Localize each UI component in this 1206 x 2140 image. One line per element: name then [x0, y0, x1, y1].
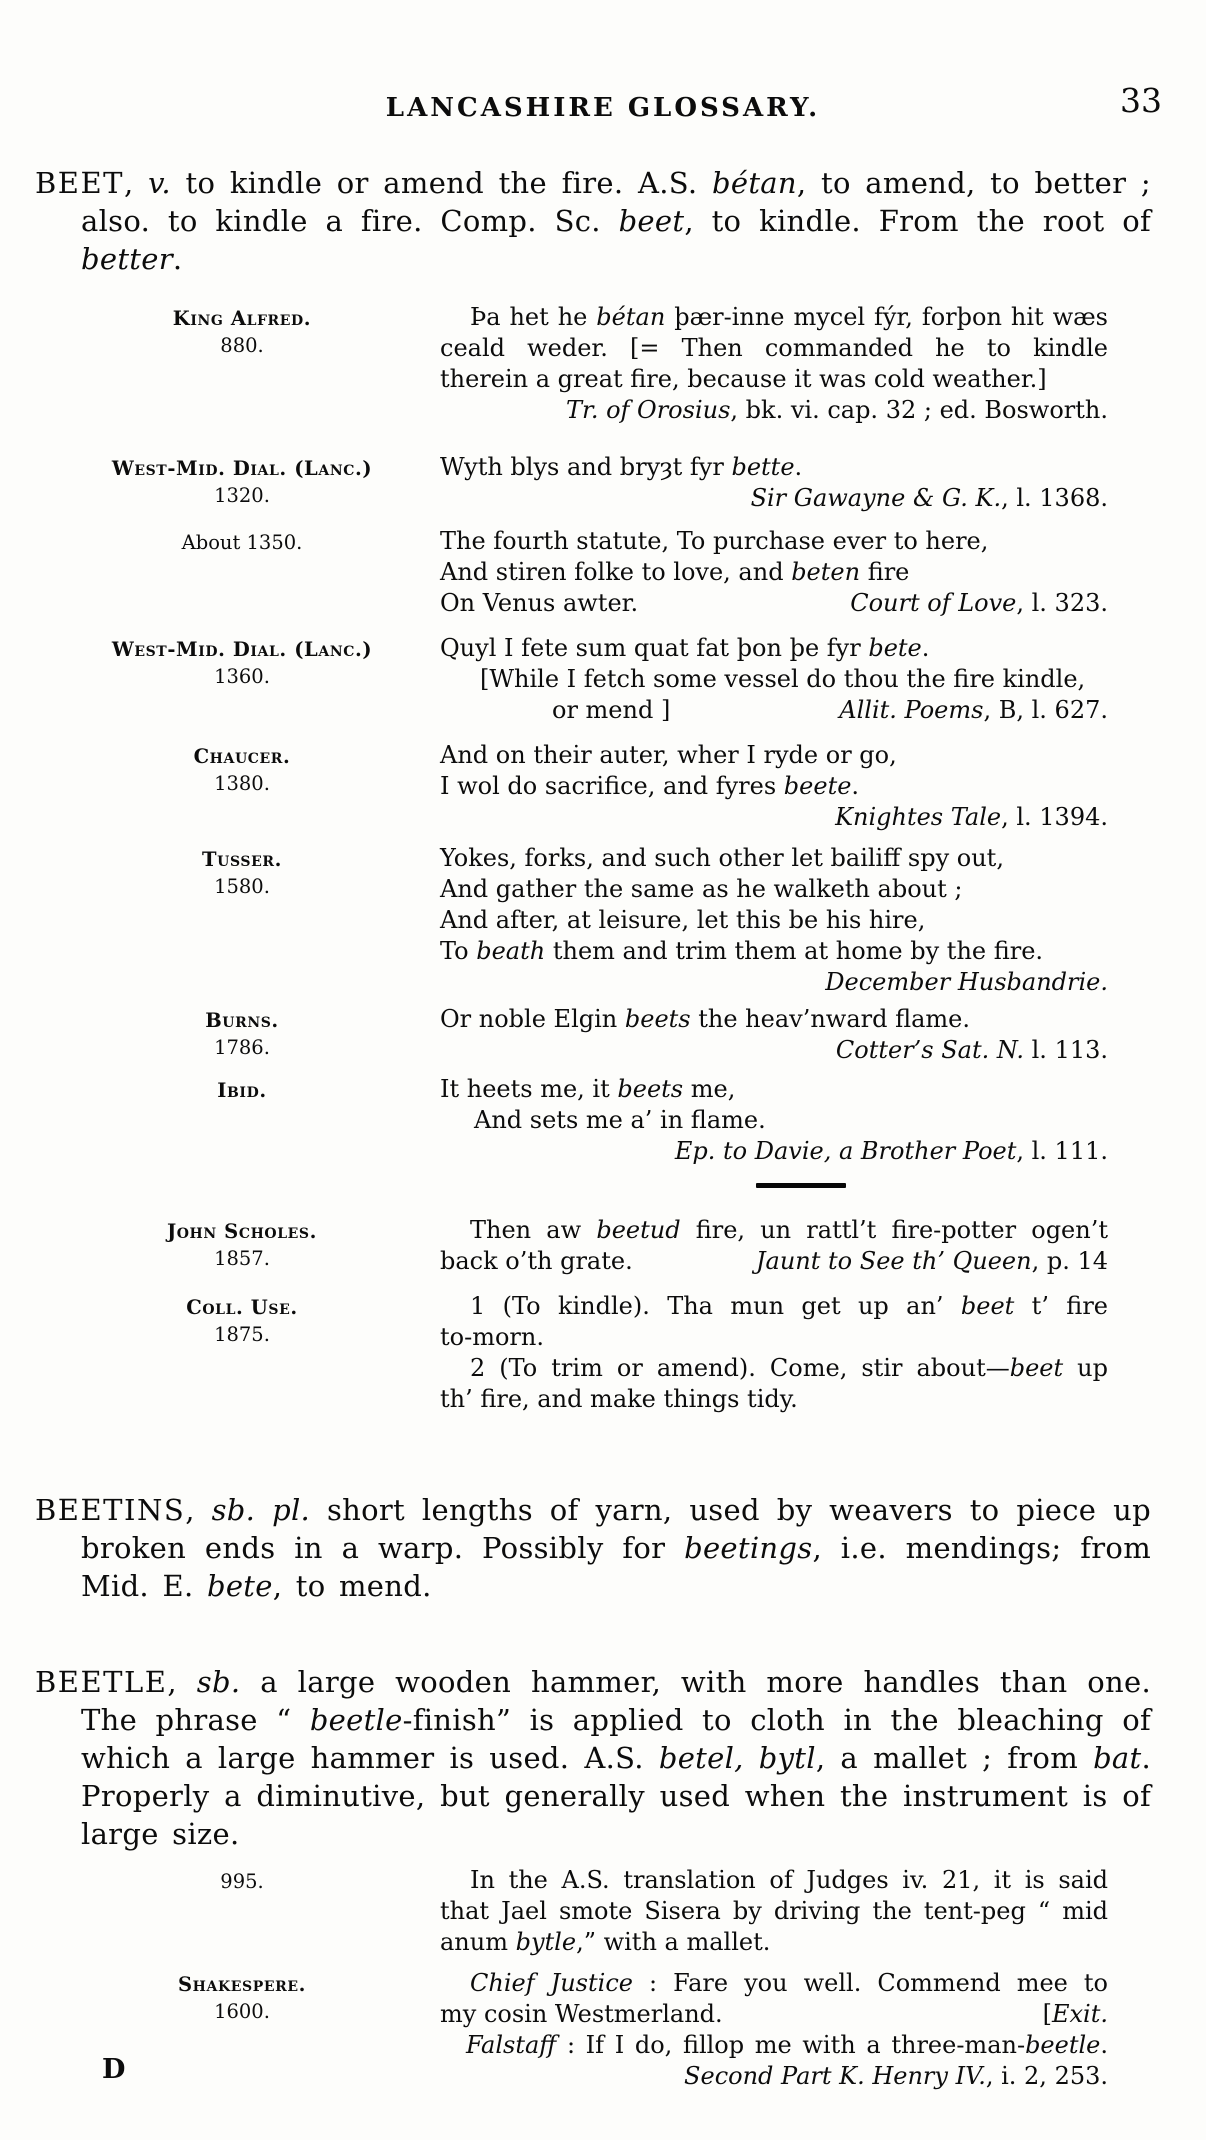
text-run: anum — [440, 1928, 516, 1956]
text-run: back o’th grate. — [440, 1247, 633, 1275]
attribution — [76, 1968, 408, 2025]
italic-term: bat — [1093, 1741, 1142, 1775]
attribution-date: 1580. — [214, 875, 270, 898]
italic-term: Tr. of Orosius — [565, 396, 731, 424]
text-run: -finish” is applied to cloth in the bleaching of which a large hammer is used. A.S. — [81, 1703, 1151, 1775]
text-run: , p. 14 — [1031, 1247, 1108, 1275]
text-run: , i.e. mendings; from Mid. E. — [81, 1531, 1151, 1603]
text-run: Or noble Elgin — [440, 1005, 625, 1033]
italic-term: beetud — [596, 1216, 681, 1244]
attribution-date: 1786. — [214, 1036, 270, 1059]
attribution — [76, 1291, 408, 1348]
text-run: 1 (To kindle). Tha mun get up an’ — [470, 1292, 961, 1320]
italic-term: beetle — [309, 1703, 403, 1737]
italic-term: Second Part K. Henry IV. — [684, 2062, 986, 2090]
source-reference — [756, 1246, 1108, 1277]
quote-line — [440, 695, 1108, 726]
text-run: [ — [1042, 2000, 1052, 2028]
entry-beet — [35, 164, 1151, 278]
italic-term: v. — [148, 166, 171, 200]
text-run: And after, at leisure, let this be his hire, — [440, 906, 926, 934]
text-run: It heets me, it — [440, 1075, 618, 1103]
attribution-source: Chaucer. — [193, 745, 291, 768]
quotation — [440, 302, 1108, 426]
italic-term: bétan — [712, 166, 797, 200]
quote-line — [440, 1215, 1108, 1246]
text-run: , — [124, 166, 149, 200]
citation-row — [0, 302, 1206, 426]
text-run: Yokes, forks, and such other let bailiff spy out, — [440, 844, 1004, 872]
quotation — [440, 1074, 1108, 1167]
attribution — [76, 1004, 408, 1061]
quote-line — [440, 1353, 1108, 1384]
text-run: Wyth blys and bryȝt fyr — [440, 453, 732, 481]
quotation — [440, 1291, 1108, 1415]
italic-term: better — [81, 242, 173, 276]
italic-term: beet — [1009, 1354, 1064, 1382]
italic-term: betel, bytl — [658, 1741, 816, 1775]
citation-row — [0, 1968, 1206, 2092]
italic-term: December Husbandrie. — [825, 968, 1108, 996]
text-run: To — [440, 937, 477, 965]
text-run: ,” with a mallet. — [576, 1928, 771, 1956]
text-run: [While I fetch some vessel do thou the fire kindle, — [480, 665, 1086, 693]
text-run: that Jael smote Sisera by driving the tent-peg “ mid — [440, 1897, 1108, 1925]
text-run: . — [921, 634, 930, 662]
section-divider — [0, 1183, 1206, 1191]
divider-rule — [756, 1183, 846, 1188]
text-run: , bk. vi. cap. 32 ; ed. Bosworth. — [730, 396, 1108, 424]
italic-term: Sir Gawayne & G. K. — [750, 484, 1002, 512]
source-reference — [440, 483, 1108, 514]
quote-line — [440, 1322, 1108, 1353]
italic-term: Jaunt to See th’ Queen — [755, 1247, 1032, 1275]
signature-mark: D — [102, 2054, 127, 2085]
text-run: them and trim them at home by the fire. — [545, 937, 1044, 965]
source-reference — [440, 1136, 1108, 1167]
headword: BEETLE — [35, 1665, 168, 1699]
quote-line — [440, 302, 1108, 333]
italic-term: beets — [617, 1075, 684, 1103]
attribution-source: Ibid. — [217, 1079, 267, 1102]
attribution-date: 1320. — [214, 484, 270, 507]
text-run: Þa het he — [470, 303, 597, 331]
entry-beetle — [35, 1663, 1151, 1853]
text-run: I wol do sacrifice, and fyres — [440, 772, 784, 800]
text-run: th’ fire, and make things tidy. — [440, 1385, 798, 1413]
quotation — [440, 1004, 1108, 1066]
italic-term: beet — [960, 1292, 1015, 1320]
quote-line — [440, 1291, 1108, 1322]
quote-line — [440, 1927, 1108, 1958]
text-run: , i. 2, 253. — [985, 2062, 1108, 2090]
attribution-source: King Alfred. — [172, 307, 312, 330]
text-run: : Fare you well. Commend mee to — [632, 1969, 1108, 1997]
quote-line — [440, 1246, 1108, 1277]
text-run: , l. 1368. — [1001, 484, 1108, 512]
source-reference — [440, 1035, 1108, 1066]
attribution-date: 880. — [220, 334, 264, 357]
text-run: And gather the same as he walketh about ; — [440, 875, 963, 903]
attribution — [76, 1215, 408, 1272]
quote-line — [440, 1896, 1108, 1927]
italic-term: Exit. — [1051, 2000, 1108, 2028]
text-run: my cosin Westmerland. — [440, 2000, 723, 2028]
text-run: And sets me a’ in flame. — [474, 1106, 766, 1134]
quotation — [440, 526, 1108, 619]
italic-term: bétan — [596, 303, 666, 331]
attribution — [76, 740, 408, 797]
text-run: . — [1100, 2031, 1108, 2059]
text-run: On Venus awter. — [440, 589, 639, 617]
text-run: , — [167, 1665, 197, 1699]
citation-row — [0, 843, 1206, 998]
text-run: þær-inne mycel fýr, forþon hit wæs — [665, 303, 1108, 331]
source-reference — [440, 2061, 1108, 2092]
quote-line — [440, 1105, 1108, 1136]
attribution — [76, 1865, 408, 1895]
text-run: . — [172, 242, 183, 276]
attribution-source: Coll. Use. — [186, 1296, 298, 1319]
italic-term: Knightes Tale — [835, 803, 1002, 831]
italic-term: sb. pl. — [211, 1493, 311, 1527]
italic-term: beath — [476, 937, 546, 965]
citation-row — [0, 1074, 1206, 1167]
attribution-date: 1380. — [214, 772, 270, 795]
text-run: In the A.S. translation of Judges iv. 21, it is said — [470, 1866, 1108, 1894]
italic-term: Cotter’s Sat. N. — [835, 1036, 1024, 1064]
quote-line — [440, 1074, 1108, 1105]
attribution — [76, 843, 408, 900]
citation-row — [0, 740, 1206, 833]
quotation — [440, 740, 1108, 833]
text-run: l. 113. — [1024, 1036, 1108, 1064]
italic-term: beete — [783, 772, 852, 800]
quote-line — [440, 1968, 1108, 1999]
text-run: fire — [860, 558, 910, 586]
text-run: up — [1063, 1354, 1109, 1382]
citation-row — [0, 1004, 1206, 1066]
italic-term: bytle — [515, 1928, 577, 1956]
attribution-date: 1875. — [214, 1323, 270, 1346]
quote-line — [440, 633, 1108, 664]
quote-line — [440, 936, 1108, 967]
attribution — [76, 526, 408, 556]
text-run: And stiren folke to love, and — [440, 558, 792, 586]
italic-term: Allit. Poems — [839, 696, 984, 724]
text-run: Quyl I fete sum quat fat þon þe fyr — [440, 634, 869, 662]
citation-row — [0, 526, 1206, 619]
text-run: , B, l. 627. — [983, 696, 1108, 724]
glossary-content — [0, 164, 1206, 2092]
quote-line — [440, 557, 1108, 588]
italic-term: sb. — [196, 1665, 241, 1699]
quote-text — [440, 1246, 633, 1277]
quote-line — [440, 1384, 1108, 1415]
quotation — [440, 633, 1108, 726]
attribution-date: 1857. — [214, 1247, 270, 1270]
text-run: . Properly a diminutive, but generally used when the instrument is of large size. — [81, 1741, 1152, 1851]
quote-line — [440, 526, 1108, 557]
attribution-date: 1600. — [214, 2000, 270, 2023]
text-run: to-morn. — [440, 1323, 544, 1351]
italic-term: beetle — [1025, 2031, 1101, 2059]
text-run: the heav’nward flame. — [690, 1005, 971, 1033]
text-run: , l. 111. — [1016, 1137, 1108, 1165]
quote-line — [440, 740, 1108, 771]
italic-term: Court of Love — [850, 589, 1017, 617]
italic-term: Ep. to Davie, a Brother Poet — [674, 1137, 1017, 1165]
attribution-source: Shakespere. — [177, 1973, 306, 1996]
attribution-source: Burns. — [205, 1009, 279, 1032]
quote-line — [440, 1004, 1108, 1035]
text-run: , to kindle. From the root of — [684, 204, 1151, 238]
text-run: 2 (To trim or amend). Come, stir about— — [470, 1354, 1010, 1382]
quotation — [440, 1968, 1108, 2092]
text-run: , l. 1394. — [1001, 803, 1108, 831]
text-run: , to amend, to better ; also. to kindle a fire. Comp. Sc. — [81, 166, 1151, 238]
text-run: , a mallet ; from — [815, 1741, 1094, 1775]
attribution — [76, 452, 408, 509]
text-run: , to mend. — [272, 1569, 432, 1603]
text-run: , l. 323. — [1016, 589, 1108, 617]
citation-block — [0, 302, 1206, 1415]
italic-term: bete — [206, 1569, 273, 1603]
quote-line — [440, 1865, 1108, 1896]
headword: BEET — [35, 166, 124, 200]
text-run: , — [185, 1493, 212, 1527]
quotation — [440, 452, 1108, 514]
italic-term: Falstaff — [466, 2031, 557, 2059]
quote-line — [440, 843, 1108, 874]
page-number: 33 — [1120, 81, 1162, 120]
attribution-date: 1360. — [214, 665, 270, 688]
quotation — [440, 843, 1108, 998]
citation-row — [0, 452, 1206, 514]
attribution — [76, 633, 408, 690]
italic-term: beets — [624, 1005, 691, 1033]
headword: BEETINS — [35, 1493, 186, 1527]
quote-line — [440, 874, 1108, 905]
text-run: The fourth statute, To purchase ever to here, — [440, 527, 989, 555]
citation-row — [0, 1865, 1206, 1958]
source-reference — [850, 588, 1108, 619]
text-run: t’ fire — [1014, 1292, 1108, 1320]
quotation — [440, 1865, 1108, 1958]
citation-block — [0, 1865, 1206, 2092]
quote-line — [440, 1999, 1108, 2030]
quotation — [440, 1215, 1108, 1277]
text-run: And on their auter, wher I ryde or go, — [440, 741, 897, 769]
italic-term: bete — [868, 634, 922, 662]
text-run: Then aw — [470, 1216, 597, 1244]
attribution-date: 995. — [220, 1870, 264, 1893]
attribution-source: West-Mid. Dial. (Lanc.) — [111, 638, 373, 661]
entry-beetins — [35, 1491, 1151, 1605]
italic-term: Chief Justice — [470, 1969, 633, 1997]
source-reference — [839, 695, 1108, 726]
text-run: . — [794, 453, 803, 481]
quote-line — [440, 664, 1108, 695]
attribution-source: West-Mid. Dial. (Lanc.) — [111, 457, 373, 480]
text-run: : If I do, fillop me with a three-man- — [556, 2031, 1026, 2059]
quote-text — [440, 588, 638, 619]
attribution-date: About 1350. — [181, 531, 303, 554]
quote-text — [552, 695, 670, 726]
text-run: . — [851, 772, 860, 800]
text-run: therein a great fire, because it was cold weather.] — [440, 365, 1047, 393]
text-run: fire, un rattl’t fire-potter ogen’t — [680, 1216, 1108, 1244]
quote-text — [440, 1999, 723, 2030]
citation-row — [0, 633, 1206, 726]
italic-term: beetings — [684, 1531, 813, 1565]
quote-line — [440, 2030, 1108, 2061]
running-title: LANCASHIRE GLOSSARY. — [385, 93, 821, 123]
quote-line — [440, 333, 1108, 364]
attribution-source: John Scholes. — [166, 1220, 318, 1243]
text-run: ceald weder. [= Then commanded he to kindle — [440, 334, 1108, 362]
attribution — [76, 1074, 408, 1104]
text-run: me, — [683, 1075, 736, 1103]
quote-line — [440, 452, 1108, 483]
quote-line — [440, 588, 1108, 619]
text-run: to kindle or amend the fire. A.S. — [170, 166, 712, 200]
italic-term: beet — [618, 204, 685, 238]
source-reference — [440, 967, 1108, 998]
source-reference — [440, 802, 1108, 833]
source-reference — [440, 395, 1108, 426]
citation-row — [0, 1291, 1206, 1415]
citation-row — [0, 1215, 1206, 1277]
page-header — [0, 0, 1206, 124]
italic-term: beten — [791, 558, 861, 586]
attribution-source: Tusser. — [202, 848, 282, 871]
text-run: or mend ] — [552, 696, 671, 724]
quote-line — [440, 771, 1108, 802]
quote-line — [440, 364, 1108, 395]
source-reference — [1043, 1999, 1108, 2030]
italic-term: bette — [731, 453, 795, 481]
attribution — [76, 302, 408, 359]
quote-line — [440, 905, 1108, 936]
text-run: short lengths of yarn, used by weavers to piece up broken ends in a warp. Possibly for — [81, 1493, 1151, 1565]
text-run: a large wooden hammer, with more handles than one. The phrase “ — [81, 1665, 1151, 1737]
